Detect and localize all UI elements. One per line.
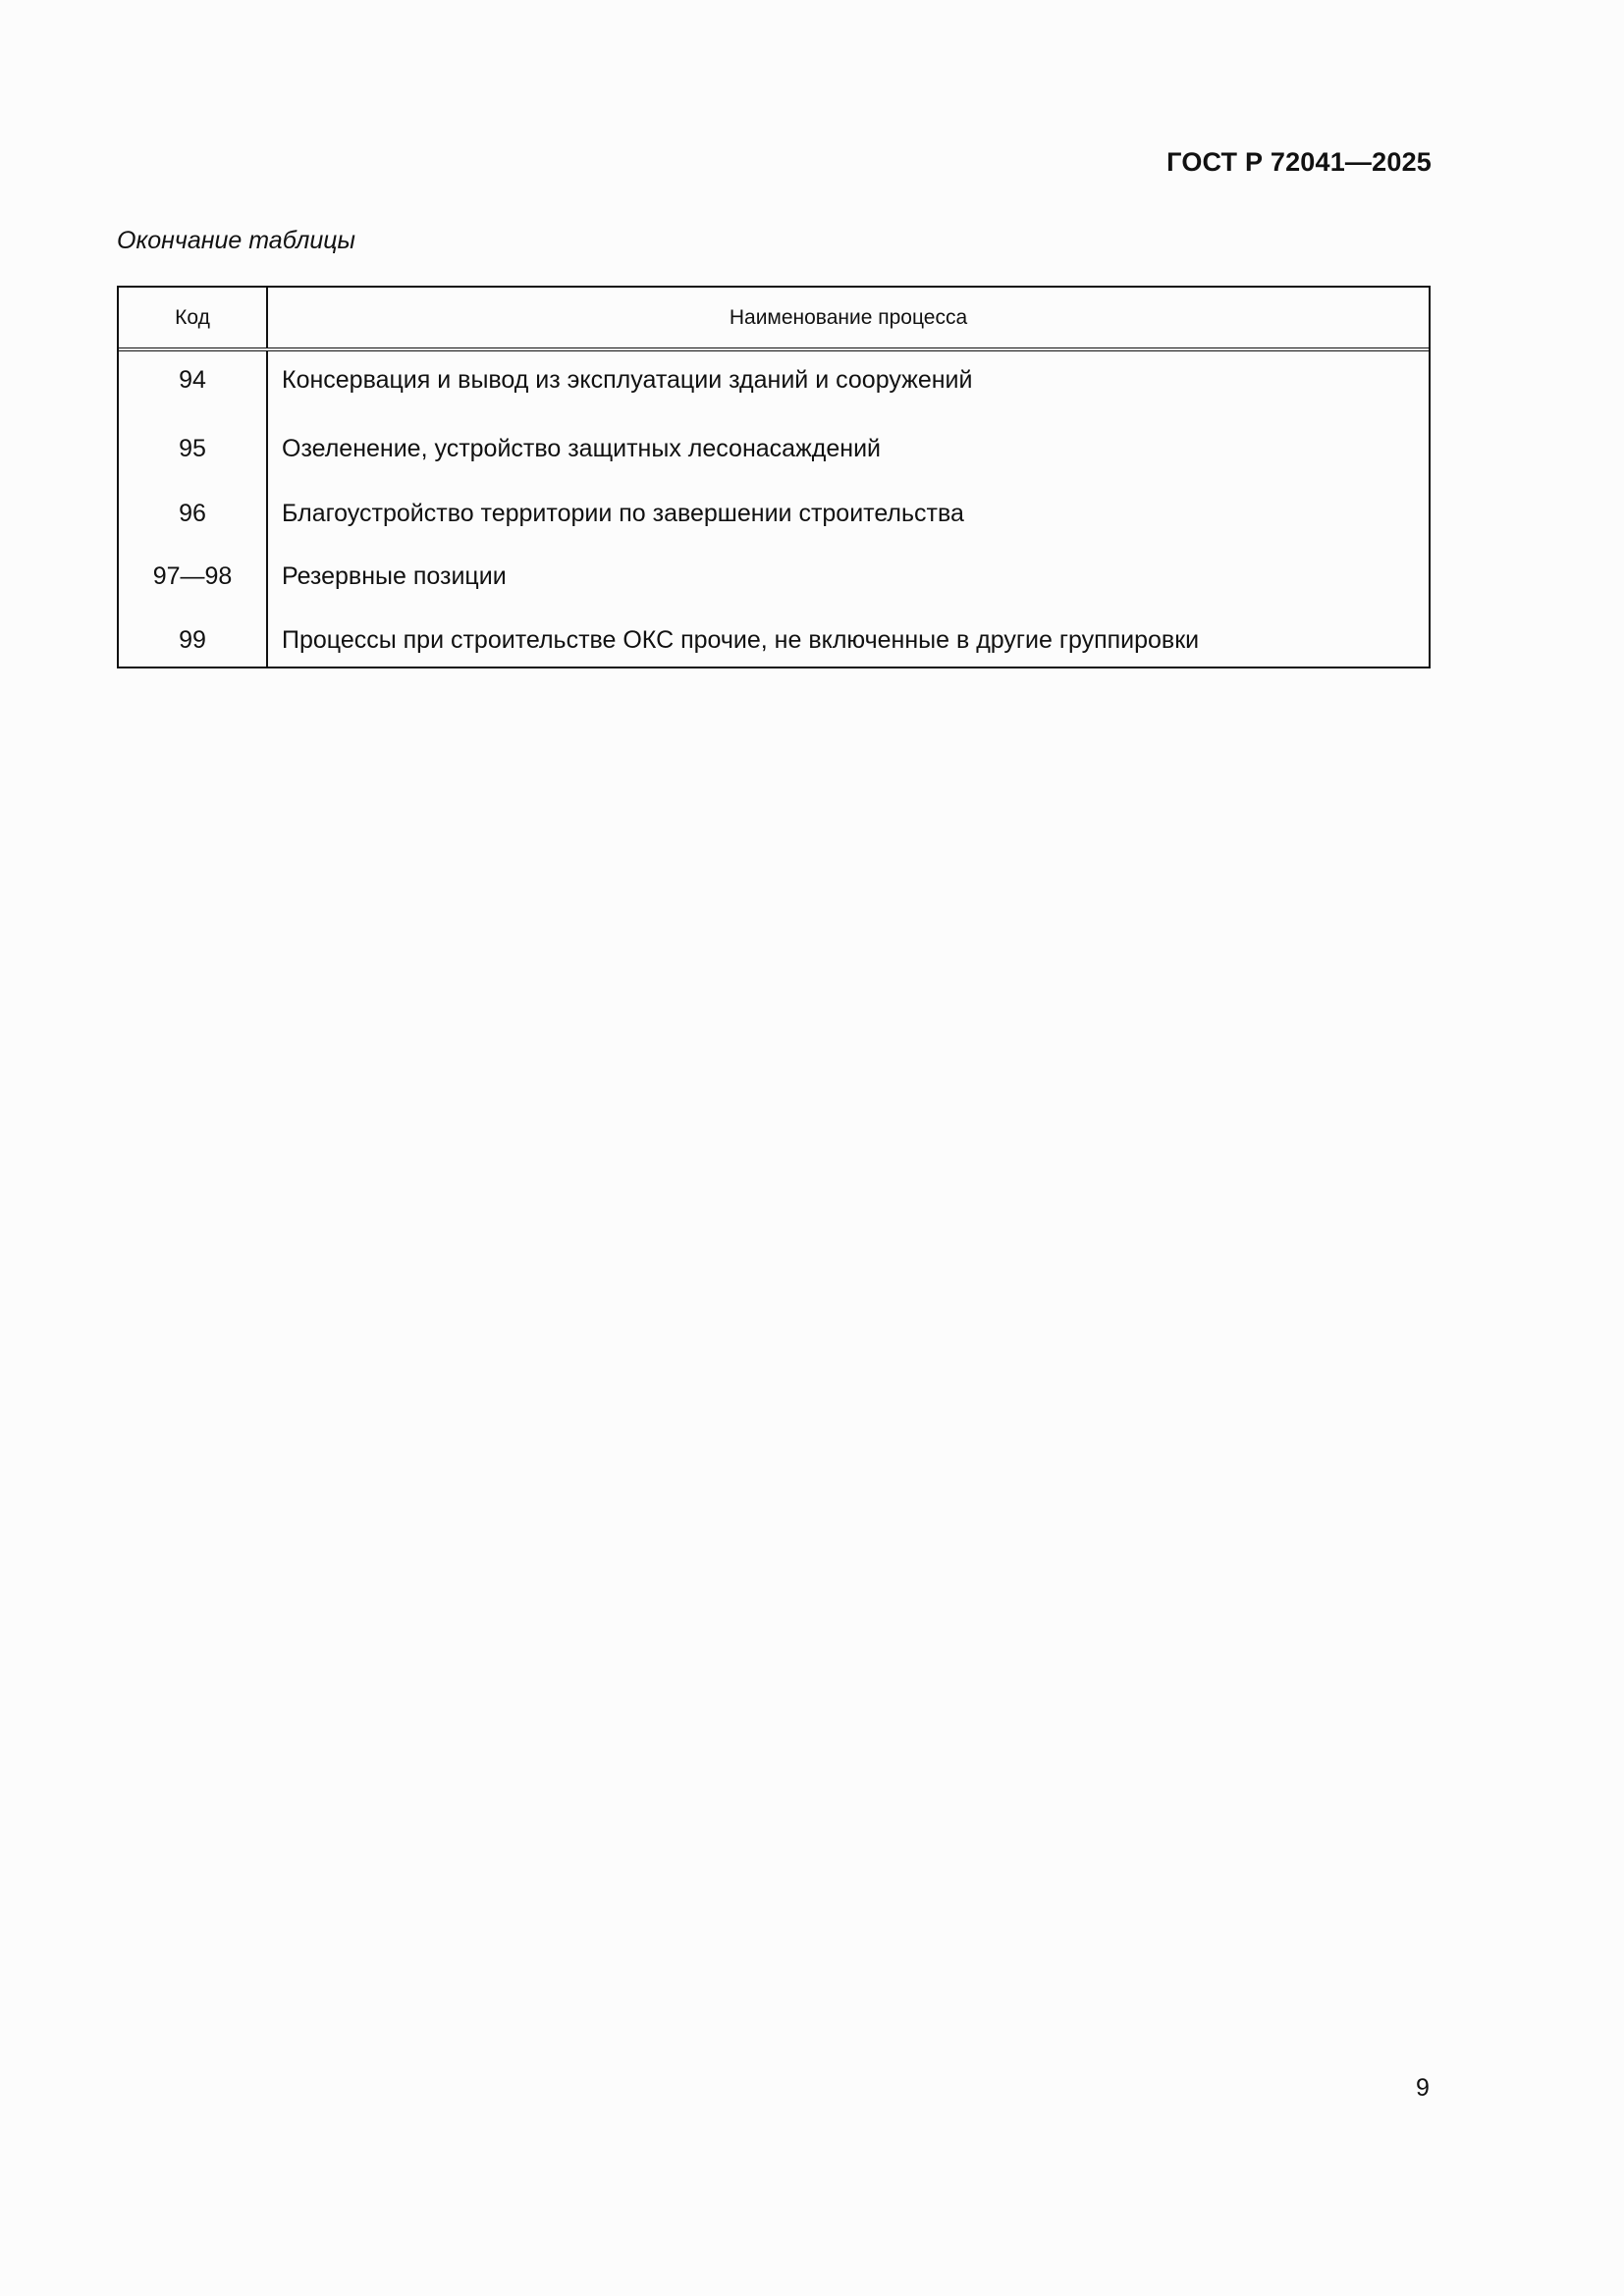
table-row (119, 547, 1429, 612)
process-table (117, 286, 1431, 668)
row-code: 99 (119, 612, 268, 667)
table-header (119, 288, 1429, 351)
column-header-name: Наименование процесса (729, 305, 968, 329)
row-name: Резервные позиции (282, 562, 507, 590)
row-code: 94 (119, 351, 268, 418)
table-body (119, 351, 1429, 667)
column-header-code: Код (119, 288, 268, 347)
row-code: 96 (119, 483, 268, 547)
row-name: Благоустройство территории по завершении строительства (282, 500, 964, 527)
table-row (119, 612, 1429, 667)
row-name: Консервация и вывод из эксплуатации зданий и сооружений (282, 366, 973, 394)
document-code: ГОСТ Р 72041—2025 (1166, 147, 1432, 177)
row-name: Озеленение, устройство защитных лесонасаждений (282, 435, 882, 462)
table-row (119, 483, 1429, 547)
table-row (119, 351, 1429, 418)
row-code: 97—98 (119, 547, 268, 612)
row-name: Процессы при строительстве ОКС прочие, не включенные в другие группировки (282, 626, 1200, 654)
table-caption: Окончание таблицы (117, 227, 355, 254)
row-code: 95 (119, 418, 268, 483)
table-row (119, 418, 1429, 483)
page-number: 9 (1416, 2074, 1430, 2102)
